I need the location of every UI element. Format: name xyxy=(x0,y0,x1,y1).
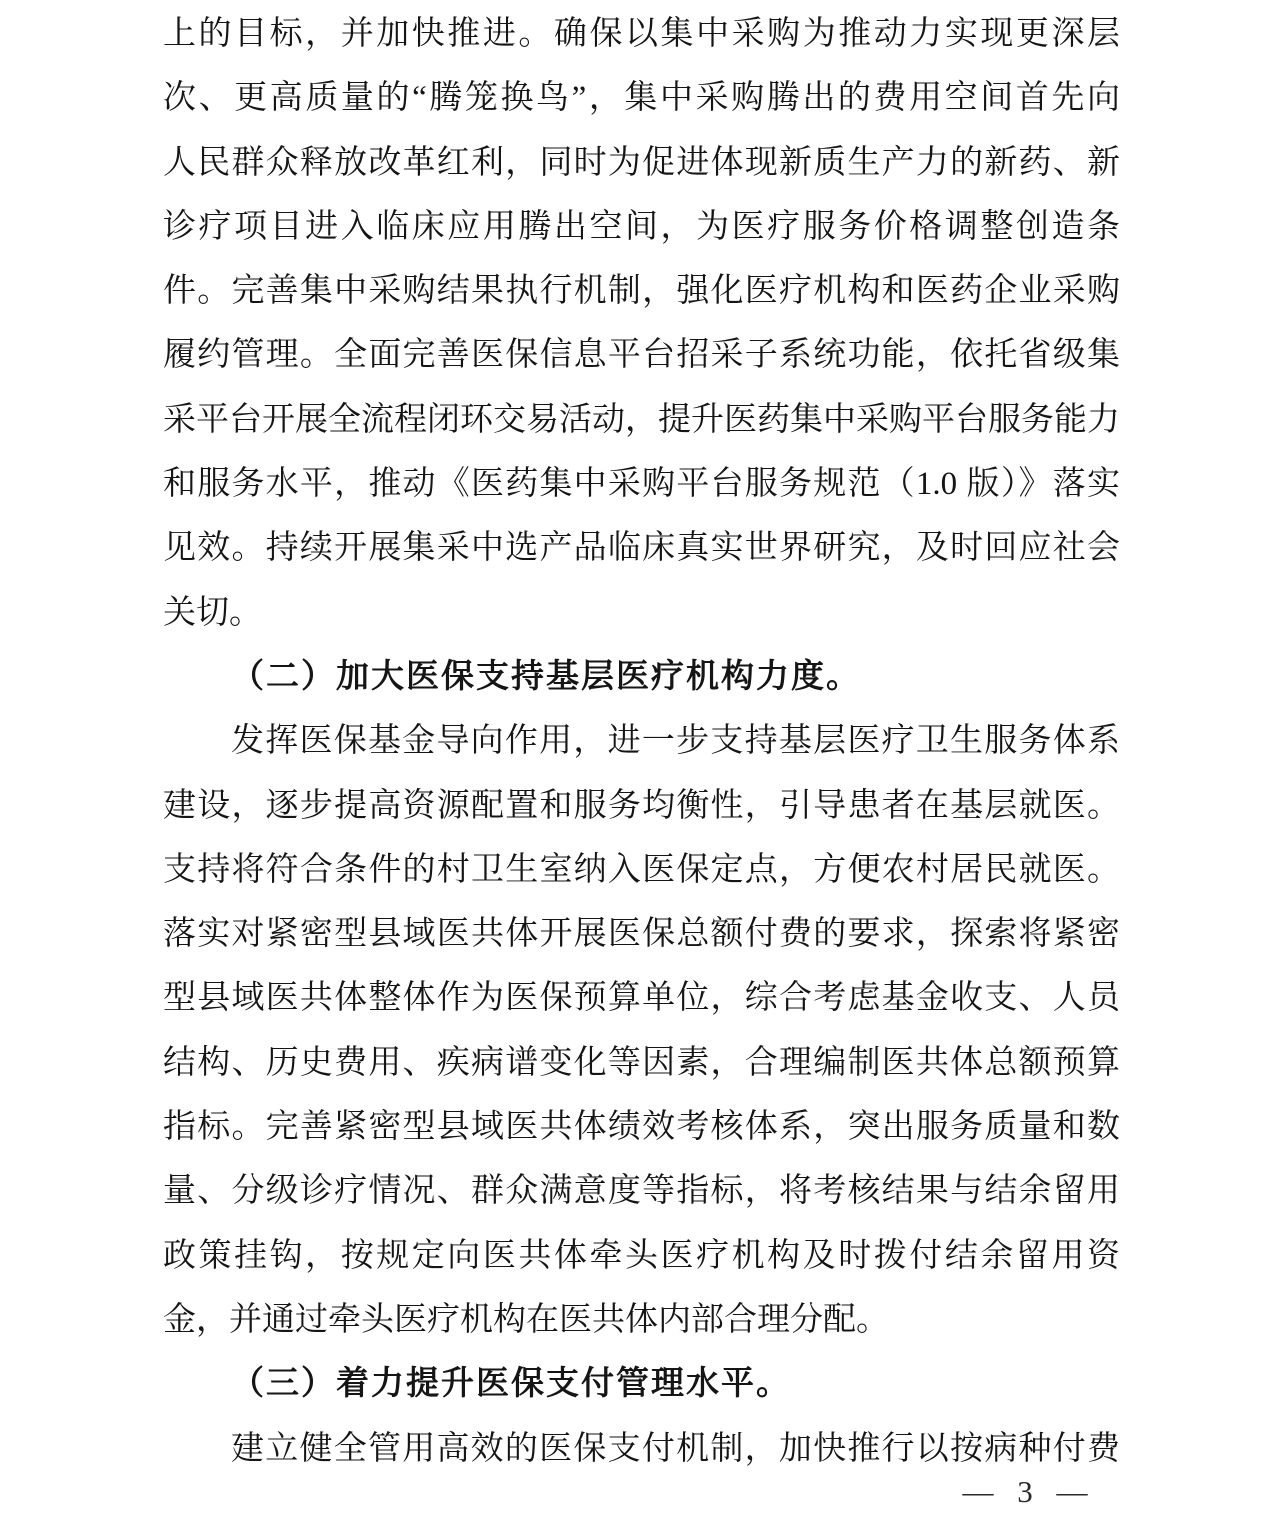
text-line: 上的目标，并加快推进。确保以集中采购为推动力实现更深层 xyxy=(163,16,1120,52)
text-line: 采平台开展全流程闭环交易活动，提升医药集中采购平台服务能力 xyxy=(163,401,1120,438)
text-line: 诊疗项目进入临床应用腾出空间，为医疗服务价格调整创造条 xyxy=(163,208,1120,245)
text-line: 发挥医保基金导向作用，进一步支持基层医疗卫生服务体系 xyxy=(231,723,1120,760)
text-line: 指标。完善紧密型县域医共体绩效考核体系，突出服务质量和数 xyxy=(163,1109,1120,1146)
text-line: 型县域医共体整体作为医保预算单位，综合考虑基金收支、人员 xyxy=(163,980,1120,1017)
text-line: 政策挂钩，按规定向医共体牵头医疗机构及时拨付结余留用资 xyxy=(163,1237,1120,1274)
text-line: 建立健全管用高效的医保支付机制，加快推行以按病种付费 xyxy=(231,1430,1120,1467)
text-line: 关切。 xyxy=(163,594,262,631)
text-line: 履约管理。全面完善医保信息平台招采子系统功能，依托省级集 xyxy=(163,337,1120,374)
text-line: 见效。持续开展集采中选产品临床真实世界研究，及时回应社会 xyxy=(163,530,1120,567)
text-line: 人民群众释放改革红利，同时为促进体现新质生产力的新药、新 xyxy=(163,144,1120,181)
text-line: 结构、历史费用、疾病谱变化等因素，合理编制医共体总额预算 xyxy=(163,1044,1120,1081)
text-line: 量、分级诊疗情况、群众满意度等指标，将考核结果与结余留用 xyxy=(163,1173,1120,1210)
section-heading: （三）着力提升医保支付管理水平。 xyxy=(231,1366,791,1403)
text-line: 和服务水平，推动《医药集中采购平台服务规范（1.0 版）》落实 xyxy=(163,466,1120,503)
text-line: 落实对紧密型县域医共体开展医保总额付费的要求，探索将紧密 xyxy=(163,916,1120,953)
text-line: 金，并通过牵头医疗机构在医共体内部合理分配。 xyxy=(163,1301,889,1338)
text-line: 次、更高质量的“腾笼换鸟”，集中采购腾出的费用空间首先向 xyxy=(163,80,1120,117)
document-body xyxy=(163,2,1120,1481)
text-line: 支持将符合条件的村卫生室纳入医保定点，方便农村居民就医。 xyxy=(163,851,1120,888)
text-line: 件。完善集中采购结果执行机制，强化医疗机构和医药企业采购 xyxy=(163,273,1120,310)
text-line: 建设，逐步提高资源配置和服务均衡性，引导患者在基层就医。 xyxy=(163,787,1120,824)
section-heading: （二）加大医保支持基层医疗机构力度。 xyxy=(231,658,861,695)
page-number: — 3 — xyxy=(962,1474,1088,1509)
